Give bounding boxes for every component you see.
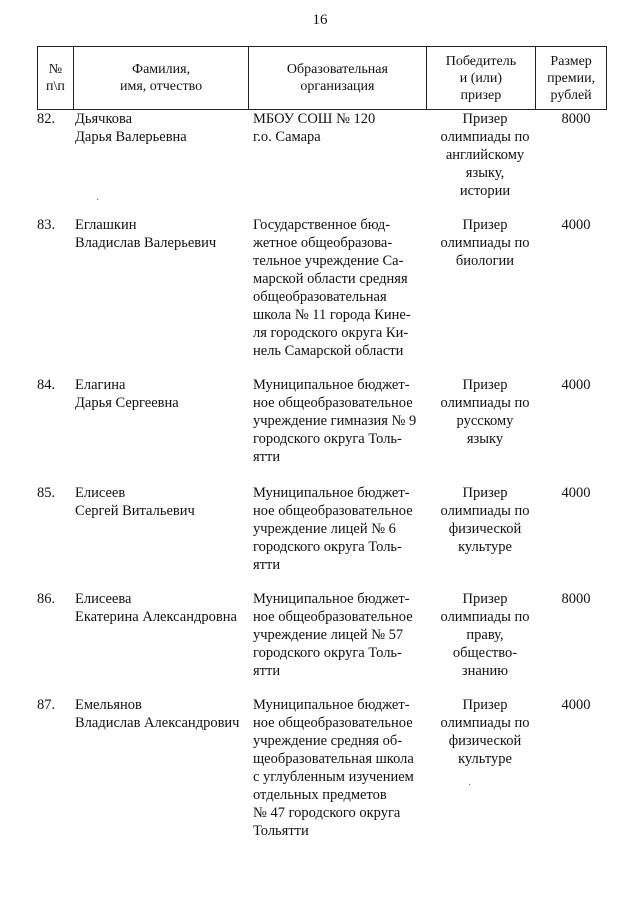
row-number: 87. xyxy=(37,697,56,713)
table-header xyxy=(37,46,607,110)
row-name: Елисеев Сергей Витальевич xyxy=(75,485,195,519)
row-status: Призер олимпиады по физической культуре xyxy=(440,697,530,767)
row-prize: 8000 xyxy=(561,111,591,127)
header-organization: Образовательная организация xyxy=(249,47,426,109)
row-status: Призер олимпиады по физической культуре xyxy=(440,485,530,555)
scan-speck: · xyxy=(96,195,100,206)
header-winner: Победитель и (или) призер xyxy=(427,47,537,109)
row-name: Емельянов Владислав Александрович xyxy=(75,697,240,731)
row-prize: 4000 xyxy=(561,217,591,233)
row-number: 84. xyxy=(37,377,56,393)
header-prize: Размер премии, рублей xyxy=(547,53,596,103)
row-name: Еглашкин Владислав Валерьевич xyxy=(75,217,217,251)
row-name: Елисеева Екатерина Александровна xyxy=(75,591,237,625)
header-name: Фамилия, имя, отчество xyxy=(74,47,249,109)
row-organization: Муниципальное бюджет- ное общеобразовательное учреждение гимназия № 9 городского округа Толь- ятти xyxy=(253,377,417,465)
row-number: 82. xyxy=(37,111,56,127)
row-organization: Муниципальное бюджет- ное общеобразовательное учреждение лицей № 6 городского округа Толь- ятти xyxy=(253,485,413,573)
row-name: Дьячкова Дарья Валерьевна xyxy=(75,111,187,145)
row-status: Призер олимпиады по биологии xyxy=(440,217,530,269)
row-status: Призер олимпиады по английскому языку, истории xyxy=(440,111,530,199)
row-organization: МБОУ СОШ № 120 г.о. Самара xyxy=(253,111,376,145)
row-number: 85. xyxy=(37,485,56,501)
row-organization: Государственное бюд- жетное общеобразова- тельное учреждение Са- марской области средняя общеобразовательная школа № 11 города Кине- ля городского округа Ки- нель Самарской области xyxy=(253,217,411,359)
row-organization: Муниципальное бюджет- ное общеобразовательное учреждение средняя об- щеобразовательная школа с углубленным изучением отдельных предметов № 47 городского округа Тольятти xyxy=(253,697,414,839)
row-prize: 8000 xyxy=(561,591,591,607)
row-status: Призер олимпиады по русскому языку xyxy=(440,377,530,447)
row-organization: Муниципальное бюджет- ное общеобразовательное учреждение лицей № 57 городского округа Толь- ятти xyxy=(253,591,413,679)
row-prize: 4000 xyxy=(561,697,591,713)
row-prize: 4000 xyxy=(561,485,591,501)
page-number: 16 xyxy=(312,12,328,28)
row-number: 83. xyxy=(37,217,56,233)
row-prize: 4000 xyxy=(561,377,591,393)
scan-speck: · xyxy=(468,780,472,791)
header-number: № п\п xyxy=(38,47,74,109)
row-name: Елагина Дарья Сергеевна xyxy=(75,377,179,411)
row-number: 86. xyxy=(37,591,56,607)
row-status: Призер олимпиады по праву, общество- знанию xyxy=(440,591,530,679)
